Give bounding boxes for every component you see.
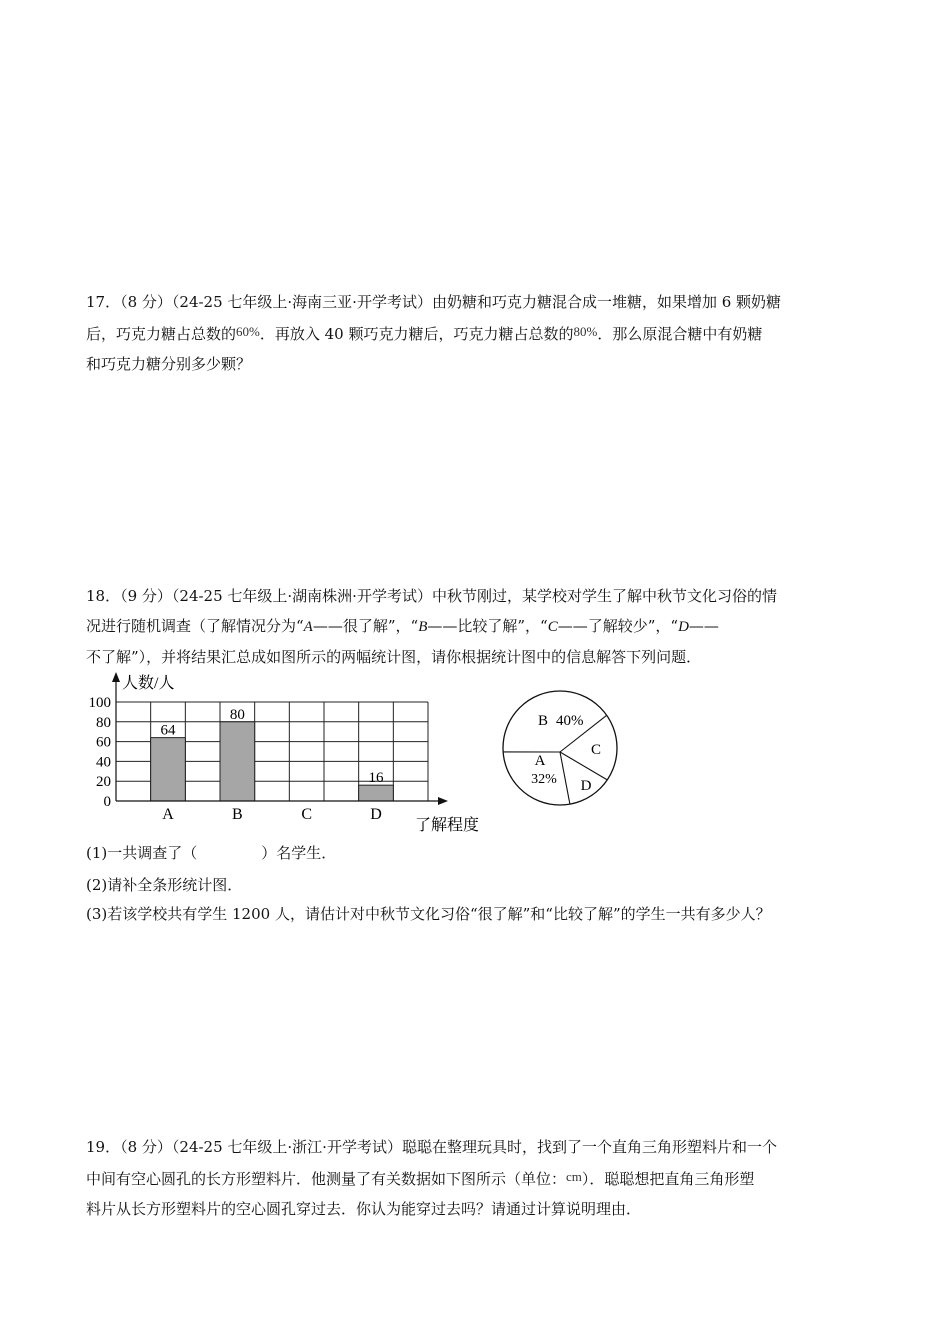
question-17 bbox=[86, 287, 866, 379]
x-tick-label-d: D bbox=[370, 806, 382, 823]
y-tick-label: 0 bbox=[103, 794, 111, 810]
data-label-a: 64 bbox=[160, 722, 176, 739]
x-tick-label-b: B bbox=[231, 806, 243, 823]
bar-b bbox=[220, 722, 255, 801]
y-tick-label: 20 bbox=[96, 774, 111, 791]
pie-percent-a: 32% bbox=[531, 772, 557, 787]
x-axis-arrow bbox=[438, 797, 448, 805]
x-tick-label-c: C bbox=[301, 806, 313, 823]
text-fragment: ——很了解”，“ bbox=[312, 617, 419, 635]
sub-question-2: (2)请补全条形统计图． bbox=[86, 876, 243, 894]
pie-chart bbox=[498, 687, 622, 811]
question-18 bbox=[86, 581, 866, 672]
y-axis-title: 人数/人 bbox=[122, 675, 175, 692]
question-17-line-1: 17．（8 分）（24-25 七年级上·海南三亚·开学考试）由奶糖和巧克力糖混合成一堆糖，如果增加 6 颗奶糖 bbox=[86, 293, 782, 311]
bar-a bbox=[151, 738, 186, 801]
bar-d bbox=[359, 785, 394, 801]
option-b: B bbox=[418, 619, 428, 635]
y-tick-label: 80 bbox=[96, 714, 111, 731]
option-d: D bbox=[678, 619, 689, 635]
pie-label-a: A bbox=[534, 753, 546, 769]
data-label-d: 16 bbox=[368, 770, 384, 787]
option-c: C bbox=[547, 619, 558, 635]
text-fragment: —— bbox=[688, 617, 719, 635]
question-19-line-3: 料片从长方形塑料片的空心圆孔穿过去．你认为能穿过去吗？请通过计算说明理由． bbox=[86, 1200, 642, 1218]
sub-question-1 bbox=[86, 842, 336, 864]
text-fragment: ）．聪聪想把直角三角形塑 bbox=[581, 1170, 755, 1188]
option-a: A bbox=[303, 619, 313, 635]
pie-label-c: C bbox=[590, 742, 602, 758]
question-18-line-1: 18．（9 分）（24-25 七年级上·湖南株洲·开学考试）中秋节刚过，某学校对学生了解中秋节文化习俗的情 bbox=[86, 587, 777, 605]
x-axis-title: 了解程度 bbox=[415, 817, 480, 834]
text-fragment: ．那么原混合糖中有奶糖 bbox=[597, 325, 763, 343]
y-tick-label: 60 bbox=[96, 734, 111, 751]
question-17-line-3: 和巧克力糖分别多少颗？ bbox=[86, 355, 252, 373]
text-fragment: 中间有空心圆孔的长方形塑料片．他测量了有关数据如下图所示（单位： bbox=[86, 1170, 567, 1188]
question-18-line-3: 不了解”），并将结果汇总成如图所示的两幅统计图，请你根据统计图中的信息解答下列问题． bbox=[86, 648, 702, 666]
text-fragment: 后，巧克力糖占总数的 bbox=[86, 325, 237, 343]
pie-percent-b: 40% bbox=[556, 713, 584, 729]
question-19-line-1: 19．（8 分）（24-25 七年级上·浙江·开学考试）聪聪在整理玩具时，找到了一个直角三角形塑料片和一个 bbox=[86, 1138, 777, 1156]
y-axis-arrow bbox=[112, 672, 120, 682]
y-tick-label: 40 bbox=[96, 754, 111, 771]
question-19-line-2 bbox=[86, 1162, 866, 1194]
pie-label-b: B bbox=[538, 713, 549, 729]
question-19 bbox=[86, 1132, 866, 1224]
pie-label-d: D bbox=[580, 778, 592, 794]
x-tick-label-a: A bbox=[162, 806, 174, 823]
question-17-line-2 bbox=[86, 317, 866, 349]
text-fragment: ——了解较少”，“ bbox=[557, 617, 679, 635]
y-tick-label: 100 bbox=[88, 695, 111, 711]
percent-80: 80% bbox=[573, 324, 598, 339]
unit-cm: cm bbox=[566, 1169, 582, 1184]
text-fragment: ——比较了解”，“ bbox=[427, 617, 548, 635]
text-fragment: ）名学生． bbox=[261, 844, 337, 862]
data-label-b: 80 bbox=[229, 706, 245, 723]
sub-question-3: (3)若该学校共有学生 1200 人，请估计对中秋节文化习俗“很了解”和“比较了解”的学生一共有多少人？ bbox=[86, 905, 771, 923]
bar-chart bbox=[80, 668, 500, 834]
pie-body bbox=[503, 691, 617, 805]
text-fragment: ．再放入 40 颗巧克力糖后，巧克力糖占总数的 bbox=[259, 325, 574, 343]
bar-labels bbox=[89, 674, 480, 834]
text-fragment: 况进行随机调查（了解情况分为“ bbox=[86, 617, 304, 635]
percent-60: 60% bbox=[236, 324, 260, 339]
question-18-line-2 bbox=[86, 611, 866, 642]
text-fragment: (1)一共调查了（ bbox=[86, 844, 198, 862]
